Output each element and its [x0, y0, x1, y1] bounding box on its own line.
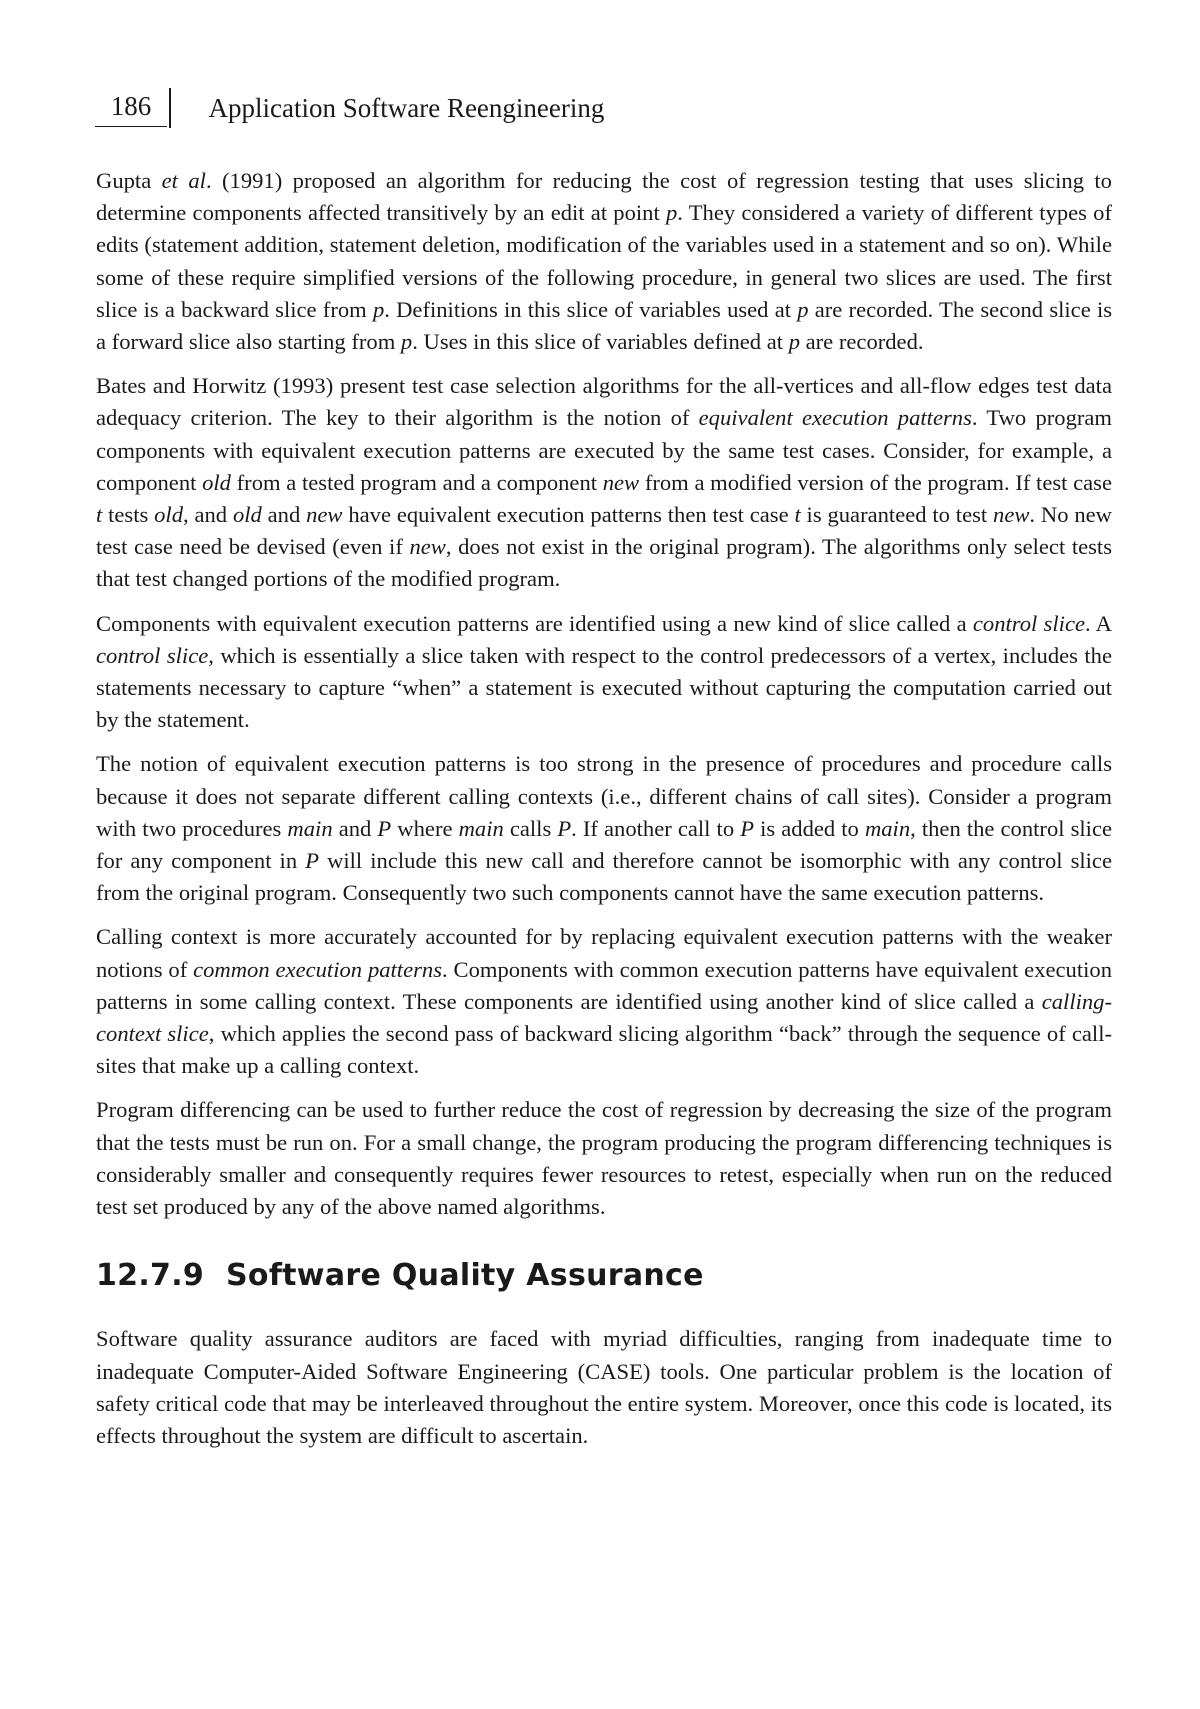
- paragraph-bates-horwitz: Bates and Horwitz (1993) present test case selection algorithms for the all-vertices and all-flow edges test data adequacy criterion. The key to their algorithm is the notion of equivalent execution patterns. Two program components with equivalent execution patterns are executed by the same test cases. Consider, for example, a component old from a tested program and a component new from a modified version of the program. If test case t tests old, and old and new have equivalent execution patterns then test case t is guaranteed to test new. No new test case need be devised (even if new, does not exist in the original program). The algorithms only select tests that test changed portions of the modified program.: [96, 373, 1112, 592]
- paragraph-common-execution-patterns: Calling context is more accurately accounted for by replacing equivalent execution patterns with the weaker notions of common execution patterns. Components with common execution patterns have equivalent execution patterns in some calling context. These components are identified using another kind of slice called a calling-context slice, which applies the second pass of backward slicing algorithm “back” through the sequence of call-sites that make up a calling context.: [96, 924, 1112, 1079]
- section-heading: [96, 1257, 1112, 1295]
- paragraph-quality-assurance: Software quality assurance auditors are faced with myriad difficulties, ranging from inadequate time to inadequate Computer-Aided Software Engineering (CASE) tools. One particular problem is the location of safety critical code that may be interleaved throughout the entire system. Moreover, once this code is located, its effects throughout the system are difficult to ascertain.: [96, 1326, 1112, 1448]
- header-divider: [169, 88, 171, 128]
- page-body: [96, 165, 1112, 1464]
- paragraph-program-differencing: Program differencing can be used to further reduce the cost of regression by decreasing the size of the program that the tests must be run on. For a small change, the program producing the program differencing techniques is considerably smaller and consequently requires fewer resources to retest, especially when run on the reduced test set produced by any of the above named algorithms.: [96, 1097, 1112, 1220]
- section-number: 12.7.9: [96, 1258, 205, 1294]
- paragraph-gupta: Gupta et al. (1991) proposed an algorithm for reducing the cost of regression testing that uses slicing to determine components affected transitively by an edit at point p. They considered a variety of different types of edits (statement addition, statement deletion, modification of the variables used in a statement and so on). While some of these require simplified versions of the following procedure, in general two slices are used. The first slice is a backward slice from p. Definitions in this slice of variables used at p are recorded. The second slice is a forward slice also starting from p. Uses in this slice of variables defined at p are recorded.: [96, 168, 1113, 355]
- paragraph-calling-contexts: The notion of equivalent execution patterns is too strong in the presence of procedures and procedure calls because it does not separate different calling contexts (i.e., different chains of call sites). Consider a program with two procedures main and P where main calls P. If another call to P is added to main, then the control slice for any component in P will include this new call and therefore cannot be isomorphic with any control slice from the original program. Consequently two such components cannot have the same execution patterns.: [96, 751, 1113, 906]
- page-number: 186: [95, 89, 167, 127]
- running-head: [95, 88, 604, 128]
- section-title: Software Quality Assurance: [226, 1258, 704, 1294]
- paragraph-control-slice: Components with equivalent execution patterns are identified using a new kind of slice called a control slice. A control slice, which is essentially a slice taken with respect to the control predecessors of a vertex, includes the statements necessary to capture “when” a statement is executed without capturing the computation carried out by the statement.: [96, 610, 1113, 733]
- book-title: Application Software Reengineering: [208, 93, 605, 123]
